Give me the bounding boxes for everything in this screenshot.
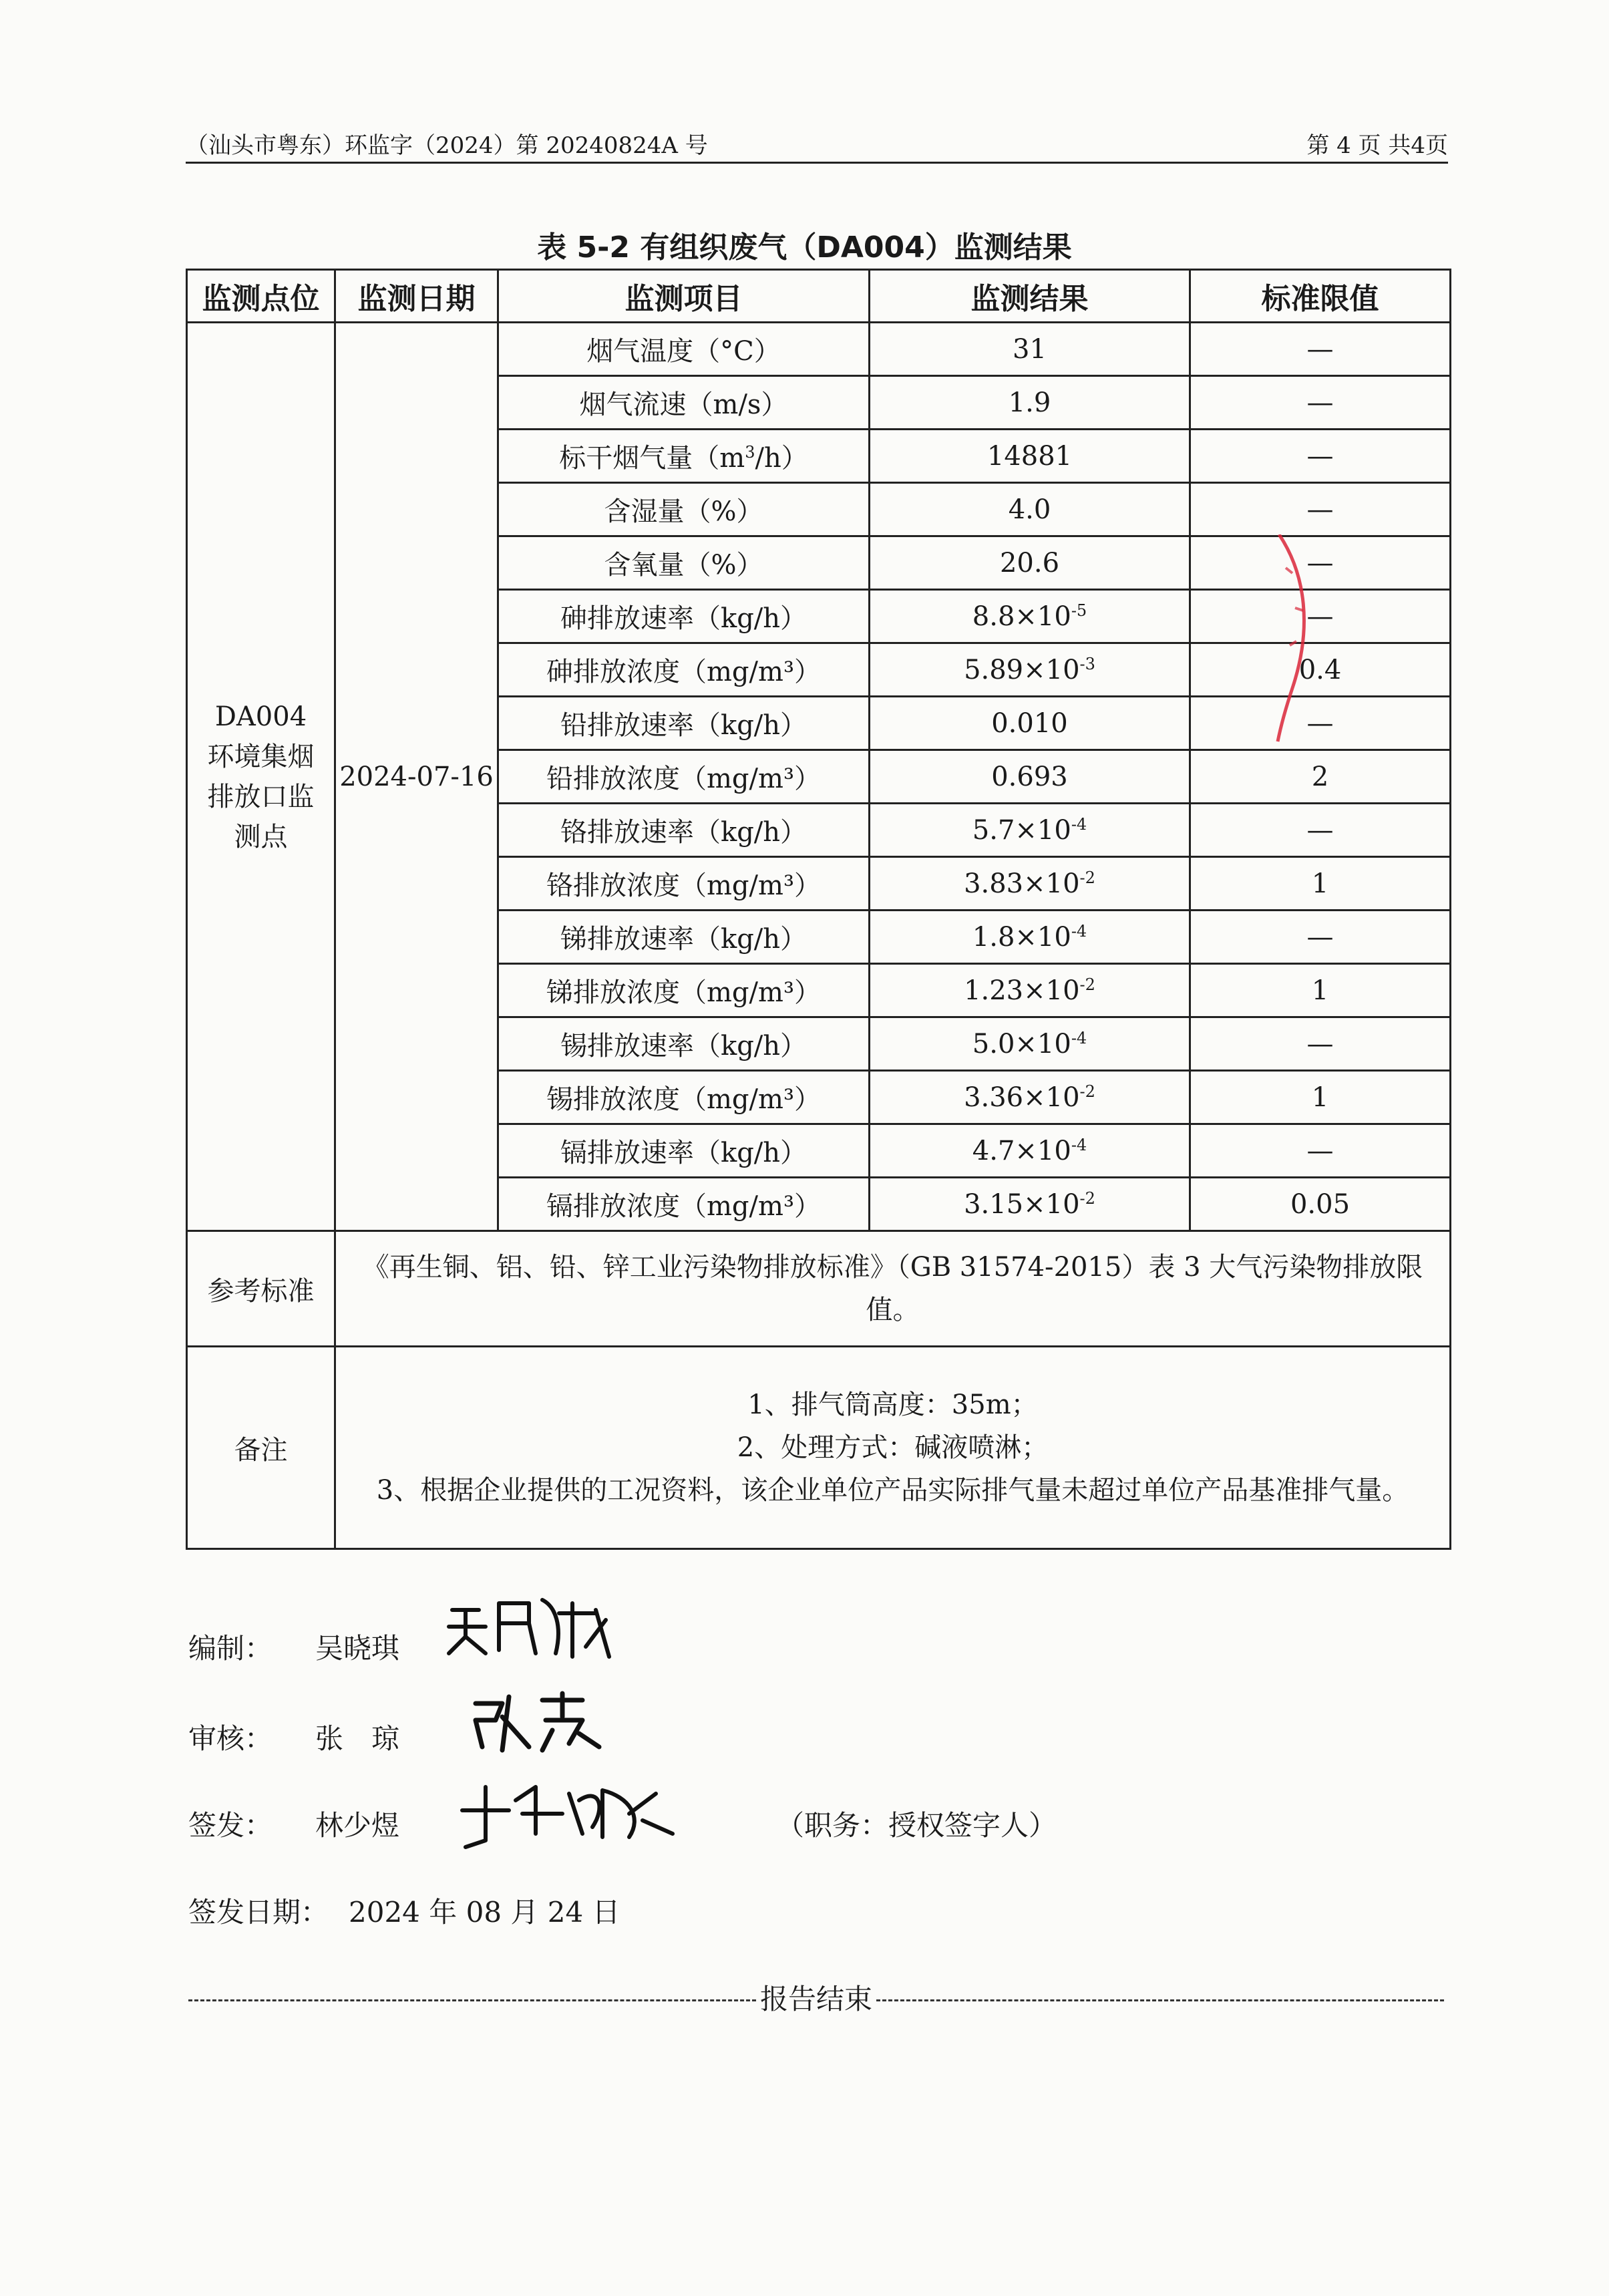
monitoring-item: 铅排放浓度（mg/m³） [498,750,870,804]
divider [876,1999,1444,2001]
monitoring-item: 镉排放浓度（mg/m³） [498,1178,870,1231]
result-base: 5.7×10 [972,814,1071,846]
header-limit: 标准限值 [1190,270,1451,323]
table-header-row [187,270,1451,323]
monitoring-result [870,911,1190,964]
monitoring-item: 镉排放速率（kg/h） [498,1124,870,1178]
monitoring-item: 砷排放速率（kg/h） [498,590,870,643]
monitoring-item: 含氧量（%） [498,536,870,590]
reviewed-label: 审核： [188,1722,273,1755]
standard-limit: — [1190,911,1451,964]
issued-signature [456,1774,683,1854]
monitoring-result [870,964,1190,1017]
result-base: 3.83×10 [964,868,1080,899]
result-exponent: -2 [1079,1188,1095,1208]
site-line: 测点 [234,821,288,852]
reviewed-signature [462,1683,622,1757]
monitoring-item: 锑排放速率（kg/h） [498,911,870,964]
issue-date: 2024 年 08 月 24 日 [349,1896,620,1929]
result-base: 1.23×10 [964,975,1080,1006]
item-superscript: 3 [745,443,755,462]
header-date: 监测日期 [335,270,498,323]
monitoring-item: 烟气流速（m/s） [498,376,870,430]
monitoring-result: 14881 [870,430,1190,483]
monitoring-result: 31 [870,323,1190,376]
monitoring-result: 4.0 [870,483,1190,536]
header-site: 监测点位 [187,270,335,323]
divider [188,1999,756,2001]
result-exponent: -4 [1071,921,1087,941]
standard-limit: — [1190,1017,1451,1071]
issue-date-label: 签发日期： [188,1896,329,1929]
standard-limit: — [1190,483,1451,536]
prepared-label: 编制： [188,1632,273,1665]
standard-limit: — [1190,590,1451,643]
standard-limit: — [1190,536,1451,590]
seal-stamp-mark [1266,534,1319,748]
prepared-name: 吴晓琪 [315,1632,400,1665]
issued-label: 签发： [188,1809,273,1842]
site-line: 排放口监 [207,781,315,812]
monitoring-item: 铬排放速率（kg/h） [498,804,870,857]
result-base: 4.7×10 [972,1135,1071,1166]
monitoring-item [498,430,870,483]
result-base: 3.36×10 [964,1082,1080,1113]
reference-label: 参考标准 [187,1231,335,1347]
standard-limit: 0.4 [1190,643,1451,697]
monitoring-result [870,1124,1190,1178]
report-end-text: 报告结束 [760,1983,873,2015]
prepared-signature [442,1590,629,1663]
monitoring-item: 烟气温度（°C） [498,323,870,376]
standard-limit: — [1190,376,1451,430]
monitoring-result [870,1017,1190,1071]
standard-limit: 2 [1190,750,1451,804]
monitoring-result [870,1071,1190,1124]
report-end [188,1977,1444,2017]
result-base: 5.89×10 [964,654,1080,685]
result-exponent: -4 [1071,1028,1087,1047]
result-exponent: -2 [1079,868,1095,887]
standard-limit: — [1190,697,1451,750]
notes-label: 备注 [187,1347,335,1549]
result-base: 1.8×10 [972,921,1071,953]
issue-date-row [188,1891,620,1931]
monitoring-result: 0.010 [870,697,1190,750]
monitoring-result: 1.9 [870,376,1190,430]
standard-limit: — [1190,804,1451,857]
monitoring-result [870,643,1190,697]
monitoring-item: 锑排放浓度（mg/m³） [498,964,870,1017]
monitoring-result [870,590,1190,643]
monitoring-item: 锡排放速率（kg/h） [498,1017,870,1071]
report-number: （汕头市粤东）环监字（2024）第 20240824A 号 [186,132,708,159]
monitoring-result [870,1178,1190,1231]
notes-row [187,1347,1451,1549]
issuer-role: （职务：授权签字人） [776,1809,1057,1842]
note-item: 3、根据企业提供的工况资料，该企业单位产品实际排气量未超过单位产品基准排气量。 [376,1475,1409,1506]
standard-limit: 1 [1190,857,1451,911]
monitoring-result [870,857,1190,911]
header-result: 监测结果 [870,270,1190,323]
result-exponent: -2 [1079,1082,1095,1101]
table-title: 表 5-2 有组织废气（DA004）监测结果 [537,230,1072,265]
issued-name: 林少煜 [315,1809,400,1842]
result-exponent: -4 [1071,1135,1087,1154]
page-info: 第 4 页 共4页 [1306,132,1448,159]
result-base: 3.15×10 [964,1188,1080,1220]
item-text: 标干烟气量（m [559,443,745,474]
monitoring-result: 20.6 [870,536,1190,590]
standard-limit: 1 [1190,964,1451,1017]
result-base: 5.0×10 [972,1028,1071,1059]
result-exponent: -5 [1071,601,1087,620]
reference-row [187,1231,1451,1347]
header-item: 监测项目 [498,270,870,323]
reference-text: 《再生铜、铝、铅、锌工业污染物排放标准》（GB 31574-2015）表 3 大气污染物排放限值。 [335,1231,1451,1347]
monitoring-date: 2024-07-16 [335,323,498,1231]
note-item: 1、排气筒高度：35m； [747,1389,1038,1420]
results-table [186,269,1451,1550]
monitoring-item: 铬排放浓度（mg/m³） [498,857,870,911]
item-text: /h） [755,443,808,474]
standard-limit: — [1190,323,1451,376]
result-exponent: -2 [1079,975,1095,994]
monitoring-item: 锡排放浓度（mg/m³） [498,1071,870,1124]
result-base: 8.8×10 [972,601,1071,632]
monitoring-item: 砷排放浓度（mg/m³） [498,643,870,697]
page-header [186,127,1448,164]
monitoring-result [870,804,1190,857]
monitoring-item: 含湿量（%） [498,483,870,536]
notes-text [335,1347,1451,1549]
table-row [187,323,1451,376]
site-line: DA004 [214,701,307,732]
standard-limit: 1 [1190,1071,1451,1124]
standard-limit: — [1190,430,1451,483]
monitoring-item: 铅排放速率（kg/h） [498,697,870,750]
monitoring-site [187,323,335,1231]
standard-limit: — [1190,1124,1451,1178]
result-exponent: -3 [1079,654,1095,673]
site-line: 环境集烟 [207,741,315,772]
note-item: 2、处理方式：碱液喷淋； [737,1432,1049,1463]
monitoring-result: 0.693 [870,750,1190,804]
reviewed-name: 张 琼 [315,1722,400,1755]
result-exponent: -4 [1071,814,1087,834]
standard-limit: 0.05 [1190,1178,1451,1231]
